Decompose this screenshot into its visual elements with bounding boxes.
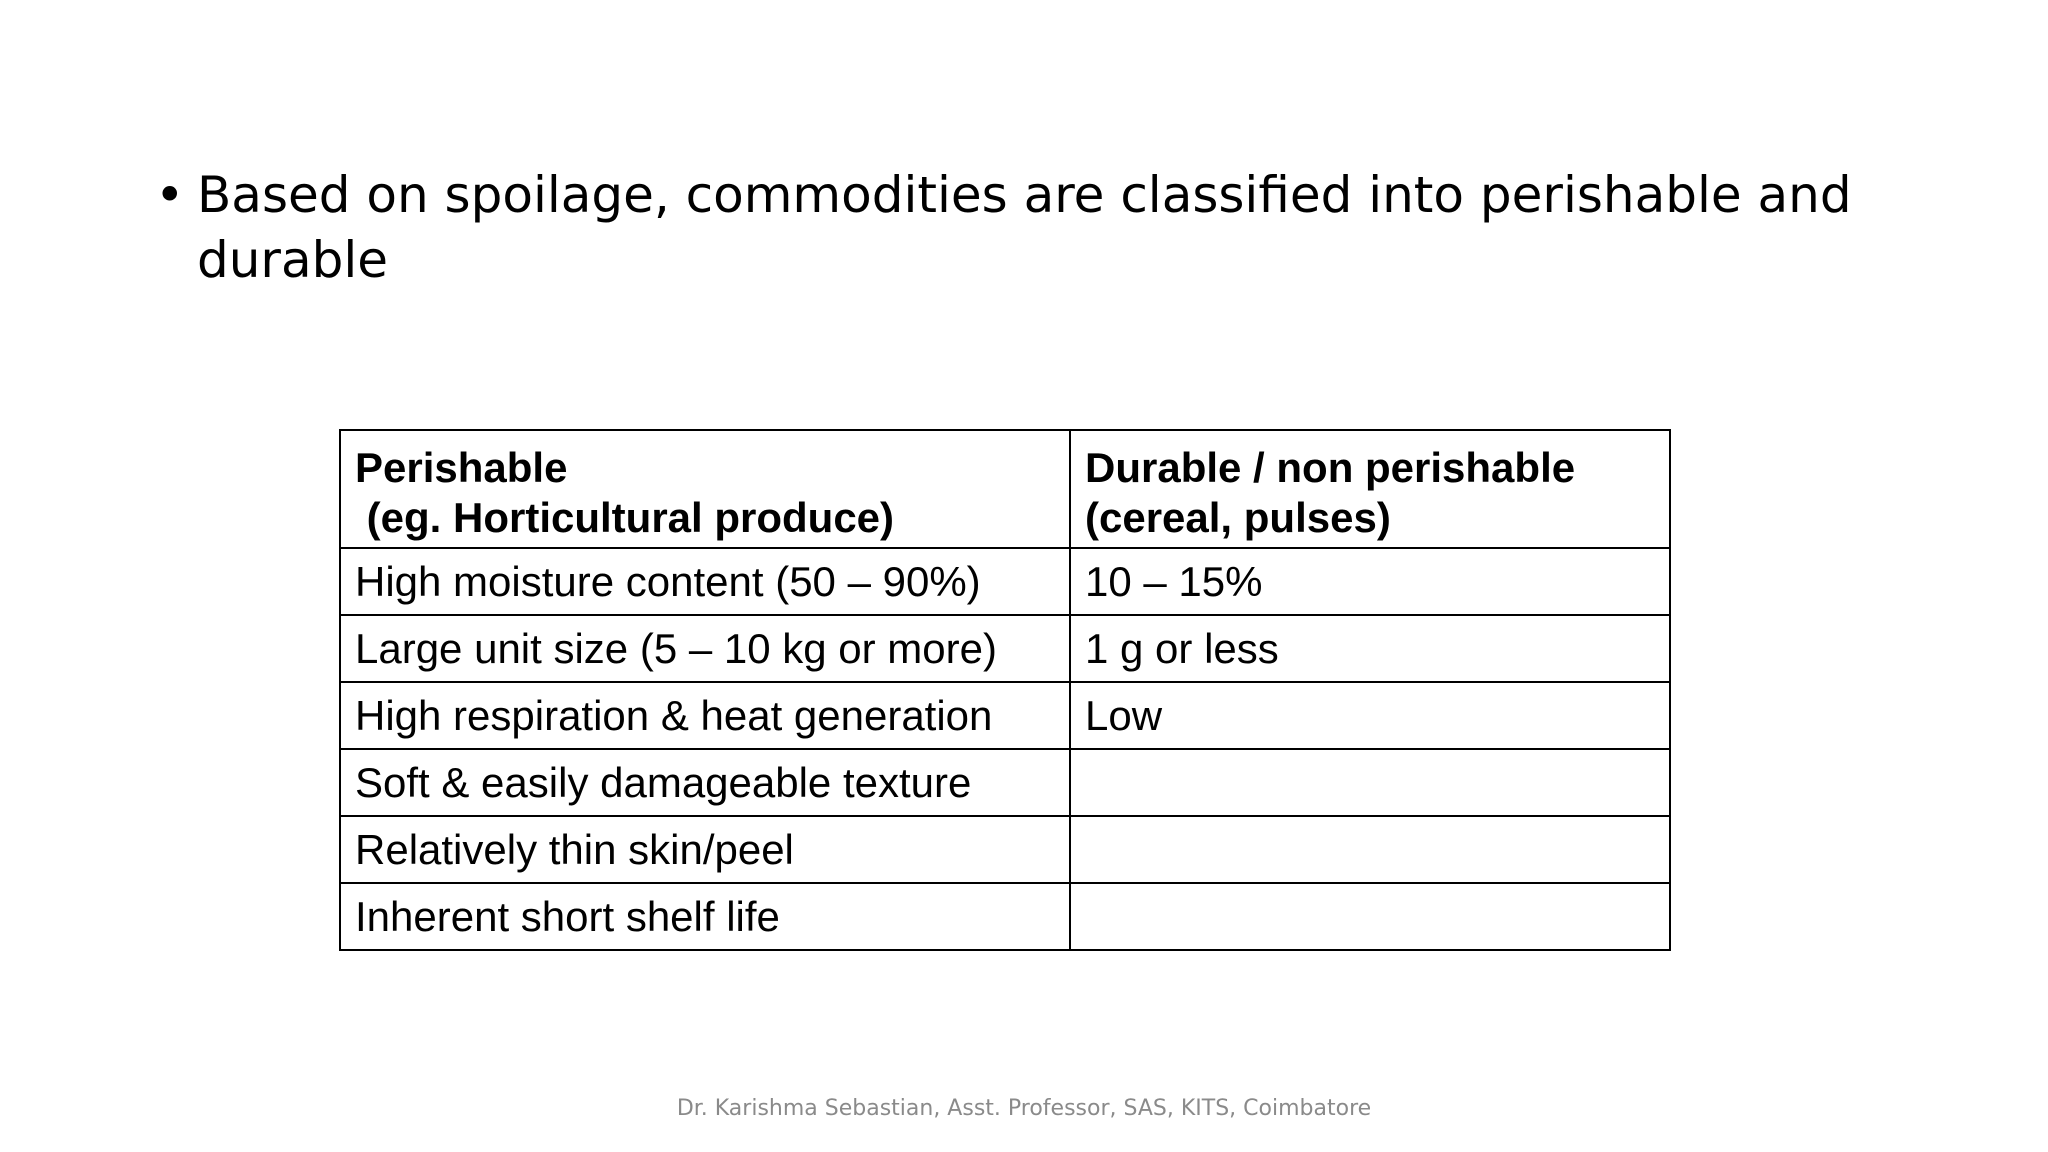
table-header-row: [340, 430, 1670, 548]
table-cell-durable: [1070, 749, 1670, 816]
bullet-point: [155, 163, 1855, 293]
table-cell-perishable: Large unit size (5 – 10 kg or more): [340, 615, 1070, 682]
header-perishable-title: Perishable: [355, 444, 568, 491]
header-durable-title: Durable / non perishable: [1085, 444, 1576, 491]
header-perishable: [340, 430, 1070, 548]
table-cell-durable: [1070, 883, 1670, 950]
header-durable: [1070, 430, 1670, 548]
table-row: [340, 883, 1670, 950]
table-cell-perishable: Soft & easily damageable texture: [340, 749, 1070, 816]
table-cell-perishable: High moisture content (50 – 90%): [340, 548, 1070, 615]
comparison-table: [339, 429, 1671, 951]
table-cell-perishable: High respiration & heat generation: [340, 682, 1070, 749]
table-cell-perishable: Inherent short shelf life: [340, 883, 1070, 950]
table-row: [340, 548, 1670, 615]
table-row: [340, 682, 1670, 749]
table-cell-perishable: Relatively thin skin/peel: [340, 816, 1070, 883]
slide-footer: Dr. Karishma Sebastian, Asst. Professor, SAS, KITS, Coimbatore: [676, 1096, 1372, 1121]
table-row: [340, 749, 1670, 816]
bullet-text: Based on spoilage, commodities are classified into perishable and durable: [197, 166, 1852, 289]
table-cell-durable: 10 – 15%: [1070, 548, 1670, 615]
table-cell-durable: 1 g or less: [1070, 615, 1670, 682]
table-cell-durable: [1070, 816, 1670, 883]
header-perishable-example: (eg. Horticultural produce): [355, 494, 895, 541]
table-row: [340, 816, 1670, 883]
table-cell-durable: Low: [1070, 682, 1670, 749]
header-durable-example: (cereal, pulses): [1085, 494, 1391, 541]
table-row: [340, 615, 1670, 682]
bullet-marker: •: [155, 166, 185, 224]
